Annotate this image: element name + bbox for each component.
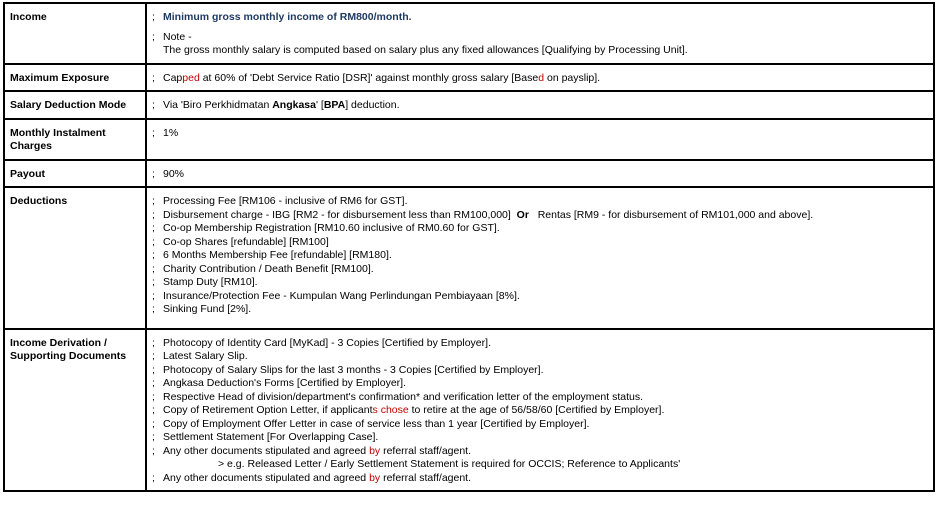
row-content-deduction-mode (146, 91, 934, 119)
payout-value: 90% (163, 167, 185, 180)
list-item: ; Photocopy of Salary Slips for the last 3 months - 3 Copies [Certified by Employer]. (152, 363, 544, 376)
example-note: > e.g. Released Letter / Early Settlement Statement is required for OCCIS; Reference to Applicants' (218, 458, 681, 470)
exposure-text-e: on payslip]. (544, 71, 601, 84)
loan-terms-table (3, 2, 935, 492)
list-item: ; Insurance/Protection Fee - Kumpulan Wang Perlindungan Pembiayaan [8%]. (152, 289, 520, 302)
list-item: ; 6 Months Membership Fee [refundable] [RM180]. (152, 249, 392, 261)
list-item: ; Disbursement charge - IBG [RM2 - for disbursement less than RM100,000] Or Rentas [RM9 - for disbursement of RM101,000 and above]. (152, 208, 814, 221)
deduction-mode-b: Angkasa (272, 99, 316, 111)
exposure-text-a: Cap (163, 71, 183, 84)
list-item: ; Any other documents stipulated and agreed by referral staff/agent. (152, 444, 472, 457)
row-content-payout (146, 160, 934, 188)
table-row-payout (4, 160, 934, 188)
deduction-mode-a: Via 'Biro Perkhidmatan (163, 99, 273, 111)
list-item: ; Co-op Membership Registration [RM10.60 inclusive of RM0.60 for GST]. (152, 222, 500, 234)
list-item: ; Latest Salary Slip. (152, 350, 248, 362)
list-item: ; Charity Contribution / Death Benefit [RM100]. (152, 262, 374, 275)
list-item: ; Respective Head of division/department's confirmation* and verification letter of the employment status. (152, 390, 643, 403)
list-item: ; Angkasa Deduction's Forms [Certified by Employer]. (152, 377, 407, 389)
deduction-mode-d: BPA (323, 99, 346, 111)
table-row-instalment (4, 119, 934, 160)
or-text: Or (516, 208, 529, 221)
income-note-text: The gross monthly salary is computed based on salary plus any fixed allowances [Qualifying by Processing Unit]. (163, 44, 688, 56)
list-item: ; Copy of Retirement Option Letter, if applicants chose to retire at the age of 56/58/60 [Certified by Employer]. (152, 404, 665, 416)
list-item: ; Sinking Fund [2%]. (152, 303, 252, 315)
row-label-instalment: Monthly Instalment Charges (4, 119, 146, 160)
separator: ; (152, 99, 155, 111)
exposure-text-b: ped (182, 71, 200, 84)
deduction-mode-c: ' [ (315, 99, 324, 111)
exposure-text-c: at 60% of 'Debt Service Ratio [DSR]' against monthly gross salary [Base (199, 71, 539, 84)
table-row-deduction-mode (4, 91, 934, 119)
list-item: ; Processing Fee [RM106 - inclusive of RM6 for GST]. (152, 195, 408, 207)
list-item: ; Stamp Duty [RM10]. (152, 276, 258, 288)
separator: ; (152, 30, 155, 43)
list-item: ; Copy of Employment Offer Letter in case of service less than 1 year [Certified by Employer]. (152, 417, 590, 430)
list-item: ; Photocopy of Identity Card [MyKad] - 3 Copies [Certified by Employer]. (152, 336, 491, 349)
separator: ; (152, 167, 155, 180)
row-label-deductions: Deductions (4, 187, 146, 329)
deduction-mode-e: ] deduction. (345, 99, 400, 111)
row-content-instalment (146, 119, 934, 160)
row-label-payout: Payout (4, 160, 146, 188)
row-label-deduction-mode: Salary Deduction Mode (4, 91, 146, 119)
row-content-income (146, 3, 934, 64)
list-item: ; Co-op Shares [refundable] [RM100] (152, 235, 329, 248)
separator: ; (152, 126, 155, 139)
income-minimum-text: Minimum gross monthly income of RM800/month. (163, 11, 412, 23)
list-item: ; Settlement Statement [For Overlapping Case]. (152, 431, 379, 443)
exposure-text-d: d (538, 71, 545, 84)
row-content-deductions (146, 187, 934, 329)
row-label-exposure: Maximum Exposure (4, 64, 146, 92)
row-content-documents (146, 329, 934, 492)
income-note-label: Note - (163, 30, 192, 43)
rentas-text: Rentas [RM9 - for disbursement of RM101,000 and above]. (537, 208, 814, 221)
instalment-value: 1% (163, 126, 179, 139)
separator: ; (152, 71, 155, 84)
row-content-exposure (146, 64, 934, 92)
table-row-exposure (4, 64, 934, 92)
separator: ; (152, 11, 155, 23)
table-row-income (4, 3, 934, 64)
table-row-deductions (4, 187, 934, 329)
row-label-documents: Income Derivation / Supporting Documents (4, 329, 146, 492)
table-row-documents (4, 329, 934, 492)
row-label-income: Income (4, 3, 146, 64)
list-item: ; Any other documents stipulated and agreed by referral staff/agent. (152, 471, 472, 484)
